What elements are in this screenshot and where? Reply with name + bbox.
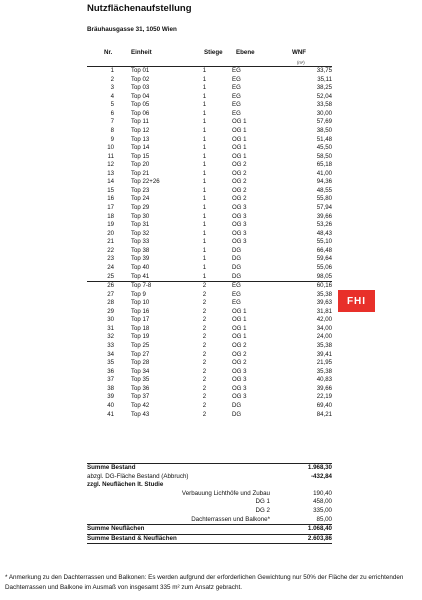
cell-einheit: Top 06 xyxy=(131,109,150,117)
cell-stiege: 1 xyxy=(202,152,207,160)
cell-nr: 19 xyxy=(107,221,114,229)
cell-stiege: 1 xyxy=(202,204,207,211)
cell-ebene: EG xyxy=(232,299,241,307)
total-value: 2.603,86 xyxy=(307,534,332,542)
cell-einheit: Top 27 xyxy=(131,350,150,358)
cell-stiege: 2 xyxy=(202,376,207,384)
cell-wnf: 35,38 xyxy=(316,290,332,298)
cell-wnf: 33,58 xyxy=(316,101,332,109)
cell-wnf: 57,94 xyxy=(316,204,332,211)
cell-ebene: DG xyxy=(232,255,242,263)
cell-wnf: 35,11 xyxy=(317,75,332,83)
cell-einheit: Top 11 xyxy=(131,118,149,126)
cell-stiege: 1 xyxy=(202,195,207,203)
item-label: DG 1 xyxy=(255,498,270,506)
cell-ebene: DG xyxy=(232,410,242,418)
table-row xyxy=(87,136,332,145)
cell-wnf: 22,19 xyxy=(316,393,332,401)
cell-ebene: OG 3 xyxy=(232,204,247,211)
footnote: * Anmerkung zu den Dachterrassen und Balkonen: Es werden aufgrund der erforderlichen Gewichtung nur 50% der Fläche der zu errichtenden Dachterrassen und Balkone im Ausmaß von insgesamt 335 m² zum Ansatz gebracht. xyxy=(5,574,404,591)
cell-wnf: 30,00 xyxy=(316,109,332,117)
cell-ebene: OG 1 xyxy=(232,152,247,160)
cell-stiege: 2 xyxy=(202,307,207,315)
cell-nr: 1 xyxy=(110,67,114,74)
cell-nr: 16 xyxy=(107,195,114,203)
cell-wnf: 48,43 xyxy=(316,229,332,237)
cell-einheit: Top 25 xyxy=(131,342,150,349)
cell-einheit: Top 28 xyxy=(131,359,150,367)
zzgl-row xyxy=(87,481,332,490)
cell-stiege: 2 xyxy=(202,316,207,324)
cell-wnf: 55,80 xyxy=(316,195,332,203)
cell-nr: 14 xyxy=(107,178,114,186)
cell-ebene: EG xyxy=(232,290,241,298)
cell-einheit: Top 32 xyxy=(131,229,150,237)
cell-stiege: 1 xyxy=(202,67,207,74)
item-value: 335,00 xyxy=(313,506,332,514)
cell-ebene: OG 2 xyxy=(232,359,247,367)
table-row xyxy=(87,187,332,196)
cell-wnf: 35,38 xyxy=(316,342,332,349)
cell-stiege: 1 xyxy=(202,84,207,92)
cell-einheit: Top 02 xyxy=(131,75,150,83)
cell-nr: 26 xyxy=(87,282,114,291)
cell-wnf: 58,50 xyxy=(316,152,332,160)
table-row xyxy=(87,67,332,76)
cell-nr: 20 xyxy=(107,229,114,237)
cell-nr: 5 xyxy=(110,101,114,109)
cell-ebene: EG xyxy=(232,84,241,92)
cell-einheit: Top 36 xyxy=(131,384,150,392)
table-row xyxy=(87,411,332,420)
cell-einheit: Top 23 xyxy=(131,186,150,194)
cell-einheit: Top 22+26 xyxy=(131,178,160,186)
cell-wnf: 60,16 xyxy=(287,282,332,291)
cell-ebene: OG 2 xyxy=(232,195,247,203)
cell-ebene: OG 1 xyxy=(232,144,247,152)
cell-einheit: Top 12 xyxy=(131,126,150,134)
cell-stiege: 1 xyxy=(202,212,207,220)
neuflaechen-item xyxy=(87,516,332,525)
cell-wnf: 55,06 xyxy=(316,263,332,271)
cell-ebene: OG 1 xyxy=(232,324,247,332)
table-row xyxy=(87,93,332,102)
cell-ebene: OG 1 xyxy=(232,316,247,324)
cell-nr: 27 xyxy=(107,290,114,298)
cell-einheit: Top 15 xyxy=(131,152,150,160)
cell-einheit: Top 31 xyxy=(131,221,150,229)
cell-nr: 37 xyxy=(107,376,114,384)
cell-ebene: OG 3 xyxy=(232,229,247,237)
cell-stiege: 1 xyxy=(202,186,207,194)
cell-einheit: Top 30 xyxy=(131,212,150,220)
document-title: Nutzflächenaufstellung xyxy=(87,3,192,14)
item-value: 458,00 xyxy=(313,498,332,506)
cell-nr: 12 xyxy=(107,161,114,169)
cell-wnf: 57,69 xyxy=(316,118,332,126)
cell-stiege: 2 xyxy=(202,401,207,409)
cell-nr: 41 xyxy=(107,410,114,418)
cell-einheit: Top 40 xyxy=(131,263,150,271)
cell-nr: 21 xyxy=(107,238,114,246)
cell-nr: 3 xyxy=(110,84,114,92)
cell-wnf: 38,25 xyxy=(316,84,332,92)
table-row xyxy=(87,291,332,300)
cell-stiege: 1 xyxy=(202,272,207,280)
cell-wnf: 39,63 xyxy=(316,299,332,307)
cell-stiege: 1 xyxy=(202,255,207,263)
header-stiege: Stiege xyxy=(204,49,223,56)
cell-einheit: Top 03 xyxy=(131,84,150,92)
header-ebene: Ebene xyxy=(236,49,255,56)
cell-nr: 40 xyxy=(107,401,114,409)
cell-stiege: 2 xyxy=(202,290,207,298)
cell-ebene: OG 1 xyxy=(232,333,247,341)
cell-einheit: Top 42 xyxy=(131,401,150,409)
cell-nr: 31 xyxy=(107,324,114,332)
table-row xyxy=(87,84,332,93)
cell-ebene: OG 3 xyxy=(232,393,247,401)
table-row xyxy=(87,282,332,291)
cell-ebene: OG 1 xyxy=(232,135,247,143)
cell-nr: 24 xyxy=(107,263,114,271)
cell-nr: 33 xyxy=(107,342,114,349)
cell-stiege: 1 xyxy=(202,135,207,143)
neuflaechen-item xyxy=(87,507,332,516)
cell-einheit: Top 01 xyxy=(131,67,150,74)
cell-nr: 7 xyxy=(110,118,114,126)
area-table xyxy=(87,67,332,419)
table-row xyxy=(87,308,332,317)
item-value: 190,40 xyxy=(313,489,332,497)
cell-stiege: 1 xyxy=(202,229,207,237)
table-row xyxy=(87,110,332,119)
cell-einheit: Top 39 xyxy=(131,255,150,263)
cell-stiege: 2 xyxy=(202,342,207,349)
item-label: DG 2 xyxy=(255,506,270,514)
cell-stiege: 1 xyxy=(202,263,207,271)
cell-ebene: OG 2 xyxy=(232,169,247,177)
cell-wnf: 98,05 xyxy=(316,272,332,280)
table-row xyxy=(87,195,332,204)
table-row xyxy=(87,101,332,110)
cell-nr: 11 xyxy=(107,152,114,160)
header-nr: Nr. xyxy=(104,49,113,56)
cell-einheit: Top 33 xyxy=(131,238,150,246)
cell-wnf: 31,81 xyxy=(316,307,332,315)
cell-wnf: 24,00 xyxy=(316,333,332,341)
header-wnf: WNF xyxy=(292,49,307,56)
cell-wnf: 35,38 xyxy=(316,367,332,375)
table-row xyxy=(87,299,332,308)
table-row xyxy=(87,247,332,256)
cell-nr: 4 xyxy=(110,92,114,100)
table-row xyxy=(87,325,332,334)
cell-ebene: OG 3 xyxy=(232,221,247,229)
cell-nr: 23 xyxy=(107,255,114,263)
cell-wnf: 39,66 xyxy=(316,212,332,220)
cell-stiege: 2 xyxy=(202,393,207,401)
cell-ebene: OG 3 xyxy=(232,367,247,375)
cell-stiege: 1 xyxy=(202,101,207,109)
cell-nr: 9 xyxy=(110,135,114,143)
table-row xyxy=(87,402,332,411)
cell-stiege: 2 xyxy=(202,299,207,307)
address: Bräuhausgasse 31, 1050 Wien xyxy=(87,26,177,33)
cell-stiege: 2 xyxy=(202,384,207,392)
cell-nr: 35 xyxy=(107,359,114,367)
cell-nr: 10 xyxy=(107,144,114,152)
cell-nr: 15 xyxy=(107,186,114,194)
cell-stiege: 1 xyxy=(202,109,207,117)
cell-wnf: 39,41 xyxy=(316,350,332,358)
cell-ebene: OG 2 xyxy=(232,342,247,349)
summary-block xyxy=(87,463,332,544)
summe-bestand-label: Summe Bestand xyxy=(87,464,136,471)
item-label: Dachterrassen und Balkone* xyxy=(191,515,270,523)
cell-wnf: 41,00 xyxy=(316,169,332,177)
cell-einheit: Top 14 xyxy=(131,144,150,152)
cell-ebene: DG xyxy=(232,246,242,254)
cell-stiege: 1 xyxy=(202,169,207,177)
cell-einheit: Top 41 xyxy=(131,272,150,280)
cell-wnf: 48,55 xyxy=(316,186,332,194)
cell-stiege: 1 xyxy=(202,161,207,169)
cell-wnf: 39,66 xyxy=(316,384,332,392)
cell-nr: 30 xyxy=(107,316,114,324)
cell-stiege: 2 xyxy=(202,359,207,367)
logo-text: FHI xyxy=(346,295,367,307)
cell-einheit: Top 38 xyxy=(131,246,150,254)
cell-wnf: 21,95 xyxy=(316,359,332,367)
cell-ebene: OG 3 xyxy=(232,384,247,392)
cell-einheit: Top 16 xyxy=(131,307,150,315)
cell-nr: 36 xyxy=(107,367,114,375)
cell-nr: 38 xyxy=(107,384,114,392)
cell-wnf: 33,75 xyxy=(316,67,332,74)
table-row xyxy=(87,393,332,402)
cell-ebene: EG xyxy=(232,75,241,83)
cell-wnf: 42,00 xyxy=(316,316,332,324)
cell-stiege: 2 xyxy=(202,324,207,332)
summe-neuflaechen-value: 1.068,40 xyxy=(307,525,332,533)
cell-wnf: 94,36 xyxy=(316,178,332,186)
table-row xyxy=(87,255,332,264)
cell-stiege: 1 xyxy=(202,118,207,126)
cell-einheit: Top 24 xyxy=(131,195,150,203)
table-row xyxy=(87,316,332,325)
cell-nr: 13 xyxy=(107,169,114,177)
cell-stiege: 1 xyxy=(202,238,207,246)
table-row xyxy=(87,170,332,179)
table-row xyxy=(87,376,332,385)
cell-nr: 18 xyxy=(107,212,114,220)
summe-bestand-row xyxy=(87,463,332,473)
fhi-logo xyxy=(338,290,375,312)
summe-bestand-value: 1.968,30 xyxy=(307,464,332,471)
cell-einheit: Top 13 xyxy=(131,135,150,143)
cell-nr: 32 xyxy=(107,333,114,341)
cell-ebene: EG xyxy=(222,282,287,291)
cell-wnf: 52,04 xyxy=(316,92,332,100)
cell-ebene: OG 3 xyxy=(232,212,247,220)
cell-nr: 34 xyxy=(107,350,114,358)
cell-nr: 29 xyxy=(107,307,114,315)
cell-einheit: Top 20 xyxy=(131,161,150,169)
cell-wnf: 84,21 xyxy=(316,410,332,418)
cell-ebene: OG 1 xyxy=(232,307,247,315)
cell-ebene: EG xyxy=(232,67,241,74)
table-row xyxy=(87,273,332,282)
table-row xyxy=(87,213,332,222)
cell-einheit: Top 7-8 xyxy=(114,282,187,291)
cell-einheit: Top 34 xyxy=(131,367,150,375)
cell-ebene: DG xyxy=(232,401,242,409)
cell-nr: 22 xyxy=(107,246,114,254)
cell-wnf: 69,40 xyxy=(316,401,332,409)
table-row xyxy=(87,333,332,342)
cell-stiege: 1 xyxy=(202,246,207,254)
table-row xyxy=(87,359,332,368)
item-value: 85,00 xyxy=(316,515,332,523)
cell-ebene: OG 2 xyxy=(232,178,247,186)
zzgl-label: zzgl. Neuflächen lt. Studie xyxy=(87,481,164,489)
cell-nr: 17 xyxy=(107,204,114,211)
abzgl-value: -432,84 xyxy=(311,472,332,480)
neuflaechen-item xyxy=(87,498,332,507)
cell-nr: 39 xyxy=(107,393,114,401)
cell-nr: 25 xyxy=(107,272,114,280)
cell-einheit: Top 18 xyxy=(131,324,150,332)
cell-einheit: Top 9 xyxy=(131,290,146,298)
total-row xyxy=(87,535,332,545)
cell-stiege: 1 xyxy=(202,144,207,152)
table-row xyxy=(87,230,332,239)
summe-neuflaechen-label: Summe Neuflächen xyxy=(87,525,145,533)
header-wnf-unit: (m²) xyxy=(297,60,305,65)
cell-stiege: 2 xyxy=(202,410,207,418)
cell-ebene: OG 3 xyxy=(232,238,247,246)
cell-einheit: Top 17 xyxy=(131,316,150,324)
cell-ebene: EG xyxy=(232,92,241,100)
cell-ebene: OG 2 xyxy=(232,186,247,194)
cell-nr: 28 xyxy=(107,299,114,307)
cell-wnf: 53,26 xyxy=(316,221,332,229)
cell-einheit: Top 43 xyxy=(131,410,150,418)
summe-neuflaechen-row xyxy=(87,524,332,535)
cell-stiege: 2 xyxy=(202,367,207,375)
cell-ebene: OG 2 xyxy=(232,161,247,169)
cell-einheit: Top 35 xyxy=(131,376,150,384)
table-row xyxy=(87,342,332,351)
cell-ebene: OG 1 xyxy=(232,118,247,126)
cell-stiege: 1 xyxy=(202,126,207,134)
cell-wnf: 40,83 xyxy=(316,376,332,384)
cell-nr: 2 xyxy=(110,75,114,83)
table-row xyxy=(87,153,332,162)
cell-stiege: 2 xyxy=(202,333,207,341)
cell-wnf: 34,00 xyxy=(316,324,332,332)
cell-ebene: OG 2 xyxy=(232,350,247,358)
table-row xyxy=(87,161,332,170)
table-row xyxy=(87,368,332,377)
cell-stiege: 2 xyxy=(202,350,207,358)
header-einheit: Einheit xyxy=(131,49,152,56)
abzgl-row xyxy=(87,473,332,482)
cell-stiege: 1 xyxy=(202,178,207,186)
table-row xyxy=(87,238,332,247)
cell-nr: 6 xyxy=(110,109,114,117)
table-row xyxy=(87,118,332,127)
cell-wnf: 55,10 xyxy=(316,238,332,246)
cell-einheit: Top 21 xyxy=(131,169,150,177)
neuflaechen-items xyxy=(87,490,332,524)
cell-stiege: 2 xyxy=(187,282,222,291)
table-row xyxy=(87,264,332,273)
cell-einheit: Top 05 xyxy=(131,101,150,109)
cell-wnf: 59,64 xyxy=(316,255,332,263)
table-row xyxy=(87,204,332,213)
table-row xyxy=(87,127,332,136)
table-row xyxy=(87,221,332,230)
cell-wnf: 65,18 xyxy=(316,161,332,169)
table-row xyxy=(87,351,332,360)
cell-wnf: 66,48 xyxy=(316,246,332,254)
cell-ebene: EG xyxy=(232,101,241,109)
cell-einheit: Top 37 xyxy=(131,393,150,401)
cell-einheit: Top 04 xyxy=(131,92,150,100)
cell-stiege: 1 xyxy=(202,221,207,229)
cell-wnf: 38,50 xyxy=(316,126,332,134)
abzgl-label: abzgl. DG-Fläche Bestand (Abbruch) xyxy=(87,472,189,480)
table-row xyxy=(87,178,332,187)
cell-nr: 8 xyxy=(110,126,114,134)
cell-wnf: 51,48 xyxy=(316,135,332,143)
cell-ebene: OG 1 xyxy=(232,126,247,134)
cell-einheit: Top 10 xyxy=(131,299,150,307)
cell-ebene: DG xyxy=(232,272,242,280)
total-label: Summe Bestand & Neuflächen xyxy=(87,534,177,542)
table-row xyxy=(87,385,332,394)
cell-ebene: EG xyxy=(232,109,241,117)
cell-einheit: Top 19 xyxy=(131,333,150,341)
cell-wnf: 45,50 xyxy=(316,144,332,152)
cell-einheit: Top 29 xyxy=(131,204,150,211)
cell-stiege: 1 xyxy=(202,92,207,100)
neuflaechen-item xyxy=(87,490,332,499)
cell-ebene: OG 3 xyxy=(232,376,247,384)
table-row xyxy=(87,144,332,153)
item-label: Verbauung Lichthöfe und Zubau xyxy=(181,489,270,497)
cell-ebene: DG xyxy=(232,263,242,271)
table-row xyxy=(87,76,332,85)
cell-stiege: 1 xyxy=(202,75,207,83)
